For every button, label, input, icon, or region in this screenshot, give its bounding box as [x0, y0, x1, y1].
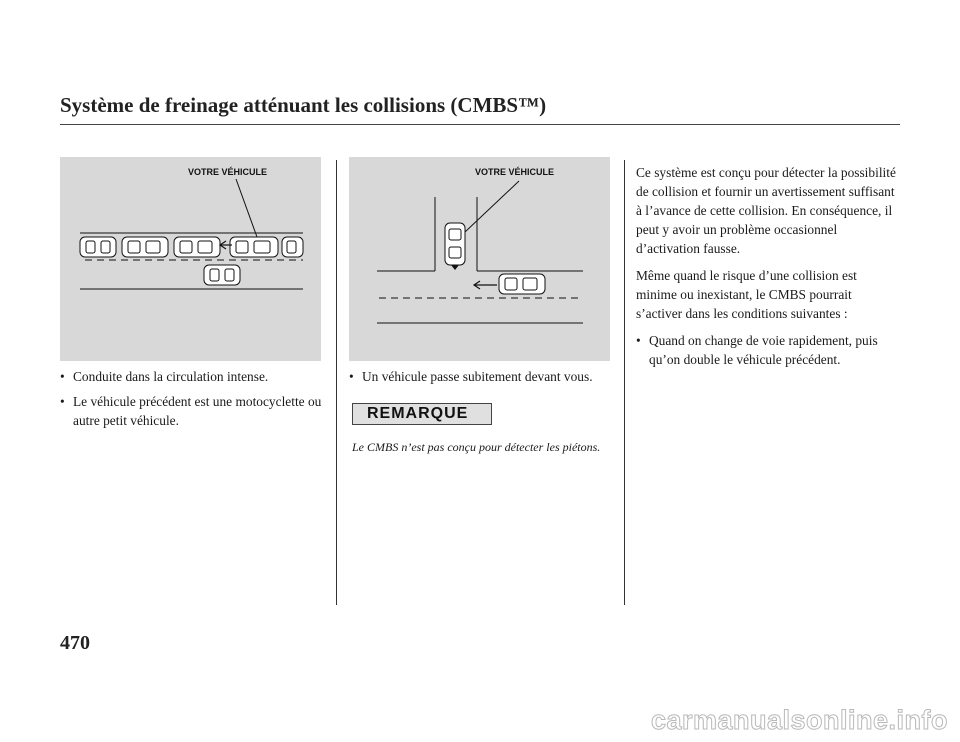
page-number: 470	[60, 632, 90, 654]
car-icon	[204, 265, 240, 285]
figure-traffic	[60, 157, 321, 361]
column-divider	[624, 160, 625, 605]
car-icon	[122, 237, 168, 257]
callout-line	[236, 179, 257, 237]
column-divider	[336, 160, 337, 605]
right-column-text	[636, 163, 898, 375]
note-label: REMARQUE	[352, 403, 492, 425]
car-icon	[445, 223, 465, 270]
figure-label: VOTRE VÉHICULE	[475, 167, 555, 177]
paragraph: Même quand le risque d’une collision est minime ou inexistant, le CMBS pourrait s’activer dans les conditions suivantes :	[636, 268, 857, 321]
list-item: • Conduite dans la circulation intense.	[60, 367, 326, 386]
page-title: Système de freinage atténuant les collisions (CMBS™)	[60, 93, 547, 117]
car-icon	[230, 237, 278, 257]
intersection-illustration	[349, 157, 610, 361]
figure-intersection	[349, 157, 610, 361]
car-icon	[499, 274, 545, 294]
car-icon	[174, 237, 220, 257]
car-icon	[80, 237, 116, 257]
left-bullet-list	[60, 367, 326, 436]
right-bullet-list	[636, 331, 898, 369]
watermark: carmanualsonline.info	[650, 705, 948, 735]
list-item: • Le véhicule précédent est une motocyclette ou autre petit véhicule.	[60, 392, 326, 430]
paragraph: Ce système est conçu pour détecter la possibilité de collision et fournir un avertissement suffisant à l’avance de cette collision. En conséquence, il peut y avoir un problème occasionnel d’activation fausse.	[636, 165, 896, 256]
car-icon	[282, 237, 303, 257]
callout-line	[465, 181, 519, 232]
list-item: • Quand on change de voie rapidement, puis qu’on double le véhicule précédent.	[636, 331, 898, 369]
arrow-left-icon	[474, 281, 497, 289]
figure-label: VOTRE VÉHICULE	[188, 167, 268, 177]
header-rule	[60, 124, 900, 125]
middle-bullet-list	[349, 367, 619, 392]
traffic-illustration	[60, 157, 321, 361]
list-item: • Un véhicule passe subitement devant vous.	[349, 367, 619, 386]
note-text: Le CMBS n’est pas conçu pour détecter les piétons.	[352, 440, 601, 454]
